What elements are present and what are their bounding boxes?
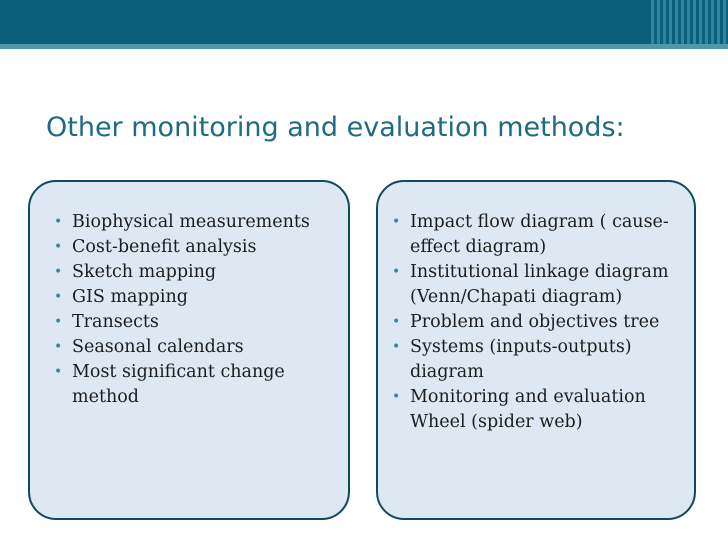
slide-title: Other monitoring and evaluation methods: (46, 112, 625, 143)
list-item-text: Problem and objectives tree (410, 312, 660, 332)
list-item (52, 260, 334, 285)
bullet-icon: • (392, 389, 401, 405)
header-bar (0, 0, 728, 44)
list-item-text: Systems (inputs-outputs) diagram (410, 337, 632, 382)
list-item-text: Cost-benefit analysis (72, 237, 257, 257)
right-methods-list (390, 210, 680, 435)
bullet-icon: • (54, 264, 63, 280)
header-stripe (0, 44, 728, 49)
list-item (52, 360, 334, 410)
list-item-text: Impact flow diagram ( cause-effect diagram) (410, 212, 669, 257)
list-item (52, 335, 334, 360)
bullet-icon: • (54, 239, 63, 255)
left-methods-panel (28, 180, 350, 520)
list-item (390, 385, 680, 435)
bullet-icon: • (392, 339, 401, 355)
bullet-icon: • (392, 314, 401, 330)
list-item-text: Sketch mapping (72, 262, 217, 282)
bullet-icon: • (54, 289, 63, 305)
list-item (52, 285, 334, 310)
list-item (390, 335, 680, 385)
bullet-icon: • (54, 364, 63, 380)
list-item-text: Most significant change method (72, 362, 285, 407)
list-item (52, 210, 334, 235)
list-item (52, 310, 334, 335)
right-methods-panel (376, 180, 696, 520)
list-item-text: GIS mapping (72, 287, 188, 307)
list-item (390, 310, 680, 335)
list-item-text: Seasonal calendars (72, 337, 244, 357)
bullet-icon: • (54, 314, 63, 330)
list-item (390, 210, 680, 260)
bullet-icon: • (54, 339, 63, 355)
header-pattern (648, 0, 728, 44)
list-item (390, 260, 680, 310)
bullet-icon: • (392, 214, 401, 230)
list-item-text: Transects (72, 312, 159, 332)
list-item (52, 235, 334, 260)
list-item-text: Institutional linkage diagram (Venn/Chapati diagram) (410, 262, 669, 307)
list-item-text: Biophysical measurements (72, 212, 310, 232)
bullet-icon: • (54, 214, 63, 230)
list-item-text: Monitoring and evaluation Wheel (spider web) (410, 387, 646, 432)
left-methods-list (52, 210, 334, 410)
bullet-icon: • (392, 264, 401, 280)
